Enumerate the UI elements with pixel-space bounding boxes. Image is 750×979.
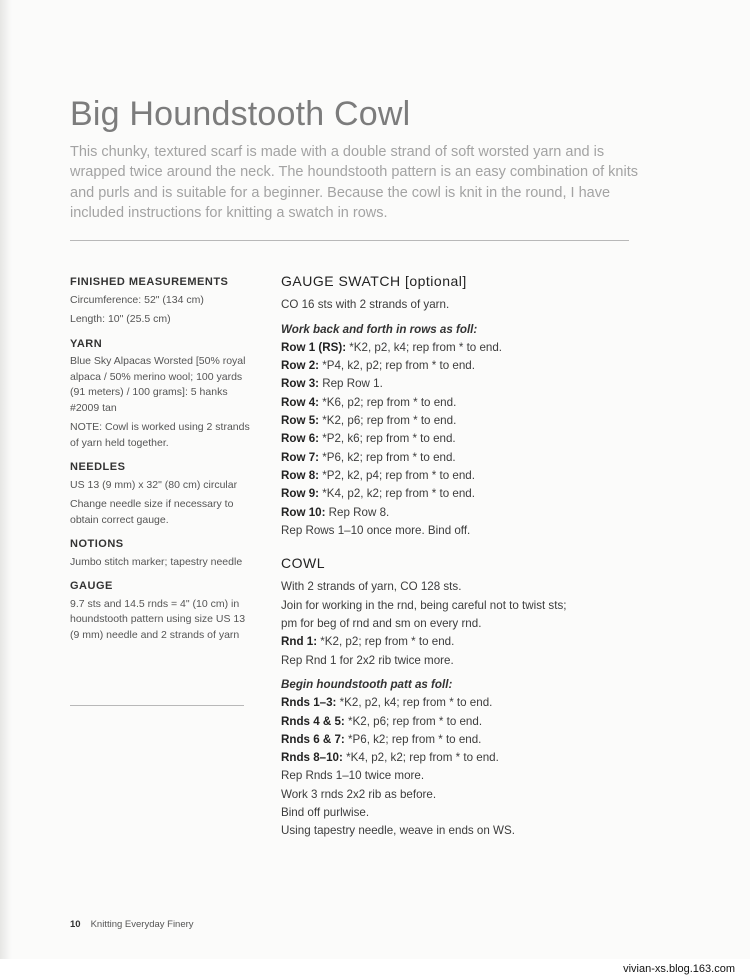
swatch-row: [281, 449, 621, 467]
cowl-rnd-row: [281, 694, 621, 712]
needles-section: [70, 460, 250, 528]
sidebar-specs: [70, 275, 250, 652]
row-label: Row 1 (RS):: [281, 340, 347, 354]
cowl-intro-line: With 2 strands of yarn, CO 128 sts.: [281, 580, 462, 594]
row-label: Row 6:: [281, 432, 320, 446]
page-title: Big Houndstooth Cowl: [70, 94, 411, 133]
row-label: Row 8:: [281, 468, 320, 482]
yarn-text: Blue Sky Alpacas Worsted [50% royal alpaca / 50% merino wool; 100 yards (91 meters) / 100 grams]: 5 hanks #2009 tan: [70, 355, 246, 414]
swatch-row: [281, 394, 621, 412]
needles-text: US 13 (9 mm) x 32" (80 cm) circular: [70, 478, 238, 491]
yarn-note: NOTE: Cowl is worked using 2 strands of yarn held together.: [70, 421, 250, 449]
swatch-row: [281, 504, 621, 522]
finished-measurements-heading: FINISHED MEASUREMENTS: [70, 276, 229, 288]
swatch-row: [281, 339, 621, 357]
notions-section: [70, 537, 250, 570]
swatch-row: [281, 357, 621, 375]
cowl-rnd-row: [281, 713, 621, 731]
gauge-heading: GAUGE: [70, 580, 113, 592]
row-text: *K6, p2; rep from * to end.: [319, 395, 457, 409]
watermark-text: vivian-xs.blog.163.com: [623, 963, 735, 975]
row-label: Rnd 1:: [281, 635, 318, 649]
cowl-closing-line: Using tapestry needle, weave in ends on WS.: [281, 824, 515, 838]
row-label: Row 10:: [281, 505, 326, 519]
row-text: *P2, k2, p4; rep from * to end.: [319, 468, 475, 482]
row-text: *K2, p2, k4; rep from * to end.: [346, 340, 503, 354]
row-text: *K2, p6; rep from * to end.: [319, 414, 457, 428]
length-text: Length: 10" (25.5 cm): [70, 313, 171, 325]
gauge-text: 9.7 sts and 14.5 rnds = 4" (10 cm) in houndstooth pattern using size US 13 (9 mm) needle and 2 strands of yarn: [70, 597, 246, 641]
cowl-closing-line: Rep Rnds 1–10 twice more.: [281, 769, 425, 783]
needles-heading: NEEDLES: [70, 461, 126, 473]
cowl-rnd-row: [281, 731, 621, 749]
intro-paragraph: This chunky, textured scarf is made with a double strand of soft worsted yarn and is wrapped twice around the neck. The houndstooth pattern is an easy combination of knits and purls and is suitable for a beginner. Because the cowl is knit in the round, I have included instructions for knitting a swatch in rows.: [70, 143, 638, 222]
swatch-subheading: Work back and forth in rows as foll:: [281, 322, 478, 336]
houndstooth-subheading: Begin houndstooth patt as foll:: [281, 677, 453, 691]
row-label: Row 9:: [281, 487, 320, 501]
row-text: *K4, p2, k2; rep from * to end.: [319, 487, 475, 501]
row-text: *K2, p6; rep from * to end.: [344, 714, 483, 728]
swatch-row: [281, 375, 621, 393]
row-label: Rnds 1–3:: [281, 696, 337, 710]
notions-heading: NOTIONS: [70, 538, 124, 550]
swatch-cast-on: CO 16 sts with 2 strands of yarn.: [281, 298, 450, 312]
cowl-closing-line: Bind off purlwise.: [281, 806, 370, 820]
yarn-section: [70, 337, 250, 452]
sidebar-divider: [70, 705, 244, 706]
row-text: *P4, k2, p2; rep from * to end.: [319, 359, 475, 373]
cowl-intro-line: Join for working in the rnd, being careful not to twist sts;: [281, 598, 567, 612]
page-edge-shadow: [0, 0, 12, 979]
top-divider: [70, 240, 629, 241]
row-text: *K2, p2, k4; rep from * to end.: [336, 696, 493, 710]
cowl-rnd1: [281, 633, 621, 651]
instructions-column: [281, 272, 621, 855]
row-text: Rep Row 1.: [319, 377, 383, 391]
page-number: 10: [70, 919, 81, 930]
row-label: Row 5:: [281, 414, 320, 428]
circumference-text: Circumference: 52" (134 cm): [70, 293, 204, 306]
swatch-closing: Rep Rows 1–10 once more. Bind off.: [281, 523, 471, 537]
cowl-intro-line: pm for beg of rnd and sm on every rnd.: [281, 617, 482, 631]
gauge-swatch-section: [281, 272, 621, 540]
cowl-heading: COWL: [281, 555, 325, 572]
swatch-row: [281, 467, 621, 485]
swatch-row: [281, 485, 621, 503]
cowl-closing-line: Work 3 rnds 2x2 rib as before.: [281, 787, 437, 801]
book-title: Knitting Everyday Finery: [90, 919, 194, 930]
row-text: *P6, k2; rep from * to end.: [319, 450, 456, 464]
row-label: Row 7:: [281, 450, 320, 464]
row-label: Row 4:: [281, 395, 320, 409]
swatch-row: [281, 430, 621, 448]
notions-text: Jumbo stitch marker; tapestry needle: [70, 555, 243, 568]
finished-measurements-section: [70, 275, 250, 328]
row-text: *P2, k6; rep from * to end.: [319, 432, 456, 446]
swatch-rows: [281, 339, 621, 522]
row-label: Rnds 6 & 7:: [281, 732, 345, 746]
cowl-section: [281, 554, 621, 840]
yarn-heading: YARN: [70, 337, 103, 350]
gauge-swatch-heading: GAUGE SWATCH [optional]: [281, 273, 467, 289]
gauge-section: [70, 579, 250, 643]
row-label: Row 2:: [281, 359, 320, 373]
row-text: *K4, p2, k2; rep from * to end.: [342, 751, 499, 765]
row-text: *K2, p2; rep from * to end.: [317, 635, 455, 649]
row-text: Rep Row 8.: [325, 505, 390, 519]
row-text: *P6, k2; rep from * to end.: [344, 732, 482, 746]
row-label: Rnds 8–10:: [281, 751, 343, 765]
swatch-row: [281, 412, 621, 430]
row-label: Row 3:: [281, 377, 320, 391]
row-label: Rnds 4 & 5:: [281, 714, 345, 728]
cowl-rnd-row: [281, 749, 621, 767]
page-footer: [70, 919, 194, 930]
needles-note: Change needle size if necessary to obtain correct gauge.: [70, 498, 234, 526]
cowl-rep-rnd: Rep Rnd 1 for 2x2 rib twice more.: [281, 653, 454, 667]
